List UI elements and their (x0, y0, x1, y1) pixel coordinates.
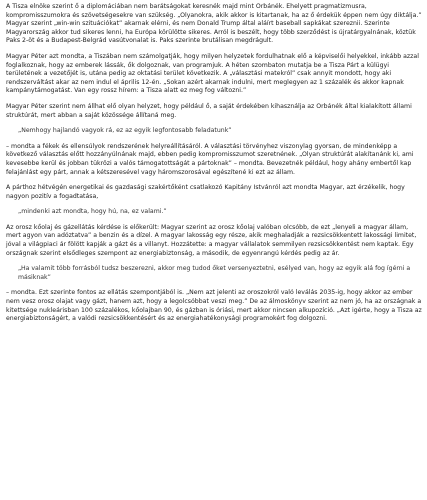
article-paragraph: – mondta. Ezt szerinte fontos az ellátás szempontjából is. „Nem azt jelenti az oroszokról való leválás 2035-ig, hogy akkor az ember nem vesz orosz olajat vagy gázt, hanem azt, hogy a legolcsóbbat veszi meg.” De az álmoskönyv szerint az nem jó, ha az országnak a kitettsége nukleárisban 100 százalékos, kőolajban 90, és gázban is óriási, mert akkor nincsen alkupozíció. „Azt igérte, hogy a Tisza az energiabiztonságért, a valódi rezsicsökkentésért és az energiahatékonysági programokért fog dolgozni. (6, 289, 422, 323)
article-quote: „mindenki azt mondta, hogy hú, na, ez valami.” (18, 208, 167, 216)
article-quote: „Ha valamit több forrásból tudsz beszerezni, akkor meg tudod őket versenyeztetni, esélyed van, hogy az egyik alá fog ígérni a másiknak” (18, 265, 411, 281)
article-paragraph: Magyar Péter azt mondta, a Tiszában nem számolgatják, hogy milyen helyzetek fordulhatnak elő a képviselői helyekkel, inkább azzal foglalkoznak, hogy az emberek lássák, ők dolgoznak, van programjuk. A héten szombaton mutatja be a Tisza Párt a külügyi területének a vezetőjét is, utána pedig az oktatási terület következik. A „választási matekról” csak annyit mondott, hogy aki rendszerváltást akar az nem indul el április 12-én. „Sokan azért akarnak indulni, mert meglegyen az 1 százalék és akkor kapnak kampánytámogatást. Van egy rossz hírem: a Tisza alatt ez meg fog változni.” (6, 52, 419, 95)
article-paragraph: – mondta a fékek és ellensúlyok rendszerének helyreállításáról. A választási törvényhez viszonylag gyorsan, de mindenképp a következő választás előtt hozzányúlnának majd, ebben pedig kompromisszumot szeretnének. „Olyan struktúrát alakítanánk ki, ami kevesebbe kerül és jobban tükrözi a valós támogatottságát a pártoknak” – mondta. Bevezetnék például, hogy ahány embertől kap felajánlást egy párt, annak a kétszeresével vagy háromszorosával egészítené ki ezt az állam. (6, 142, 414, 176)
article-quote: „Nemhogy hajlandó vagyok rá, ez az egyik legfontosabb feladatunk” (18, 127, 232, 135)
article-paragraph: Magyar Péter szerint nem állhat elő olyan helyzet, hogy például ő, a saját érdekében kihasználja az Orbánék által kialakított állami struktúrát, mert abban a saját közössége állítaná meg. (6, 102, 412, 119)
article-paragraph: A párthoz hétvégén energetikai és gazdasági szakértőként csatlakozó Kapitány Istvánról azt mondta Magyar, azt érzékelik, hogy nagyon pozitív a fogadtatása, (6, 184, 405, 200)
article-paragraph: Az orosz kőolaj és gázellátás kérdése is előkerült: Magyar szerint az orosz kőolaj valóban olcsóbb, de ezt „lenyeli a magyar állam, mert agyon van adóztatva” a benzin és a dízel. A magyar lakosság egy része, akik meghaladják a rezsicsökkentett lakossági limitet, jóval a világpiaci ár fölött kapják a gázt és a villanyt. Hozzátette: a magyar vállalatok semmilyen rezsicsökkentést nem kaptak. Egy országnak szerint elsődleges szempont az energiabiztonság, a második, de egyenrangú kérdés pedig az ár. (6, 223, 417, 257)
article-paragraph: A Tisza elnöke szerint ő a diplomáciában nem barátságokat keresnék majd mint Orbánék. Ehelyett pragmatizmusra, kompromisszumokra és szövetségesekre van szükség. „Olyanokra, akik akkor is kitartanak, ha az ő érdekük éppen nem úgy diktálja.” Magyar szerint „win-win szituációkat” akarnak elérni, és nem Donald Trump által aláírt baseball sapkákat szereznii. Szerinte Magyarország akkor tud sikeres lenni, ha Európa körülötte sikeres. Arról is beszélt, hogy több szerződést is újratárgyalnának, köztük Paks 2-öt és a Budapest-Belgrád vasútvonalat is. Paks szerinte brutálisan megdrágult. (6, 3, 422, 45)
